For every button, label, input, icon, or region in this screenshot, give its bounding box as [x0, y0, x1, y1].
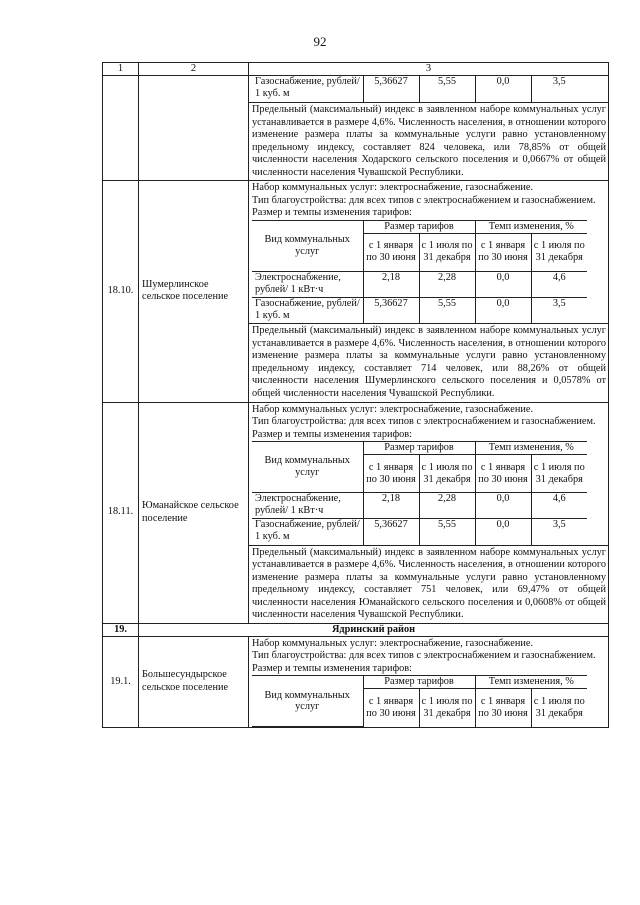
row-number: 18.10.	[103, 181, 139, 402]
size-header: Размер тарифов	[363, 442, 475, 455]
tariff-value: 4,6	[531, 493, 587, 519]
period-header: с 1 июля по 31 декабря	[419, 689, 475, 727]
period-header: с 1 января по 30 июня	[475, 455, 531, 493]
amenities-text: Тип благоустройства: для всех типов с электроснабжением и газоснабжением.	[252, 650, 596, 662]
period-header: с 1 января по 30 июня	[363, 455, 419, 493]
tariff-subtable	[252, 220, 587, 323]
service-label: Газоснабжение, рублей/ 1 куб. м	[252, 297, 363, 323]
tariff-row	[252, 519, 587, 545]
header-row	[103, 63, 609, 76]
table-row	[103, 181, 609, 402]
service-label: Газоснабжение, рублей/ 1 куб. м	[252, 519, 363, 545]
tariff-value: 5,36627	[363, 297, 419, 323]
tariff-row	[252, 297, 587, 323]
services-text: Набор коммунальных услуг: электроснабжение, газоснабжение.	[252, 182, 534, 194]
tariff-value: 5,36627	[363, 519, 419, 545]
table-row	[103, 76, 609, 181]
service-label: Газоснабжение, рублей/ 1 куб. м	[252, 76, 363, 102]
tariffs-intro: Размер и темпы изменения тарифов:	[252, 428, 413, 440]
kind-header: Вид коммунальных услуг	[252, 220, 363, 271]
tariff-row	[252, 493, 587, 519]
amenities-text: Тип благоустройства: для всех типов с электроснабжением и газоснабжением.	[252, 194, 596, 206]
services-text: Набор коммунальных услуг: электроснабжение, газоснабжение.	[252, 403, 534, 415]
period-header: с 1 января по 30 июня	[363, 233, 419, 271]
tariff-value: 5,55	[419, 519, 475, 545]
settlement-name: Шумерлинское сельское поселение	[139, 181, 249, 402]
size-header: Размер тарифов	[363, 220, 475, 233]
column-header-2: 2	[139, 63, 249, 76]
section-row	[103, 623, 609, 636]
tariffs-intro: Размер и темпы изменения тарифов:	[252, 662, 413, 674]
subtable-header	[252, 220, 587, 233]
tariff-value: 0,0	[475, 493, 531, 519]
tariff-value: 3,5	[531, 297, 587, 323]
period-header: с 1 января по 30 июня	[475, 233, 531, 271]
tariff-value: 3,5	[531, 76, 587, 102]
subtable-header	[252, 442, 587, 455]
tariff-subtable	[252, 675, 587, 727]
amenities-text: Тип благоустройства: для всех типов с электроснабжением и газоснабжением.	[252, 416, 596, 428]
tariff-value: 2,18	[363, 493, 419, 519]
tariff-value: 0,0	[475, 519, 531, 545]
tariff-value: 2,18	[363, 271, 419, 297]
table-row	[103, 402, 609, 623]
service-label: Электроснабжение, рублей/ 1 кВт·ч	[252, 493, 363, 519]
row-number: 19.1.	[103, 636, 139, 727]
page-number: 92	[313, 34, 327, 49]
section-title: Ядринский район	[139, 623, 609, 636]
settlement-name: Юманайское сельское поселение	[139, 402, 249, 623]
period-header: с 1 июля по 31 декабря	[419, 455, 475, 493]
services-text: Набор коммунальных услуг: электроснабжение, газоснабжение.	[252, 637, 534, 649]
tariff-value: 0,0	[475, 76, 531, 102]
tariffs-intro: Размер и темпы изменения тарифов:	[252, 207, 413, 219]
tariff-subtable	[252, 76, 587, 102]
column-header-3: 3	[249, 63, 609, 76]
rate-header: Темп изменения, %	[475, 220, 587, 233]
kind-header: Вид коммунальных услуг	[252, 442, 363, 493]
tariff-value: 5,36627	[363, 76, 419, 102]
size-header: Размер тарифов	[363, 676, 475, 689]
period-header: с 1 июля по 31 декабря	[531, 455, 587, 493]
subtable-header	[252, 676, 587, 689]
tariff-value: 0,0	[475, 297, 531, 323]
period-header: с 1 июля по 31 декабря	[531, 233, 587, 271]
column-header-1: 1	[103, 63, 139, 76]
tariff-value: 2,28	[419, 271, 475, 297]
table-row	[103, 636, 609, 727]
tariff-subtable	[252, 441, 587, 544]
section-number: 19.	[103, 623, 139, 636]
period-header: с 1 января по 30 июня	[475, 689, 531, 727]
row-number: 18.11.	[103, 402, 139, 623]
tariff-value: 5,55	[419, 297, 475, 323]
tariff-value: 0,0	[475, 271, 531, 297]
settlement-name: Большесундырское сельское поселение	[139, 636, 249, 727]
tariff-table	[102, 62, 609, 728]
kind-header: Вид коммунальных услуг	[252, 676, 363, 727]
tariff-value: 2,28	[419, 493, 475, 519]
period-header: с 1 июля по 31 декабря	[531, 689, 587, 727]
index-paragraph: Предельный (максимальный) индекс в заявленном наборе коммунальных услуг устанавливается в размере 4,6%. Численность населения, в отношении которого изменение размера платы за коммунальные услуги равно установленному предельному индексу, составляет 751 человек, или 69,47% от общей численности населения Юманайского сельского поселения и 0,0608% от общей численности населения Чувашской Республики.	[249, 545, 608, 623]
service-label: Электроснабжение, рублей/ 1 кВт·ч	[252, 271, 363, 297]
period-header: с 1 января по 30 июня	[363, 689, 419, 727]
index-paragraph: Предельный (максимальный) индекс в заявленном наборе коммунальных услуг устанавливается в размере 4,6%. Численность населения, в отношении которого изменение размера платы за коммунальные услуги равно установленному предельному индексу, составляет 714 человек, или 88,26% от общей численности населения Шумерлинского сельского поселения и 0,0578% от общей численности населения Чувашской Республики.	[249, 323, 608, 401]
tariff-row	[252, 271, 587, 297]
tariff-value: 5,55	[419, 76, 475, 102]
rate-header: Темп изменения, %	[475, 676, 587, 689]
tariff-value: 3,5	[531, 519, 587, 545]
index-paragraph: Предельный (максимальный) индекс в заявленном наборе коммунальных услуг устанавливается в размере 4,6%. Численность населения, в отношении которого изменение размера платы за коммунальные услуги равно установленному предельному индексу, составляет 824 человека, или 78,85% от общей численности населения Ходарского сельского поселения и 0,0667% от общей численности населения Чувашской Республики.	[249, 102, 608, 180]
period-header: с 1 июля по 31 декабря	[419, 233, 475, 271]
tariff-row	[252, 76, 587, 102]
tariff-value: 4,6	[531, 271, 587, 297]
rate-header: Темп изменения, %	[475, 442, 587, 455]
